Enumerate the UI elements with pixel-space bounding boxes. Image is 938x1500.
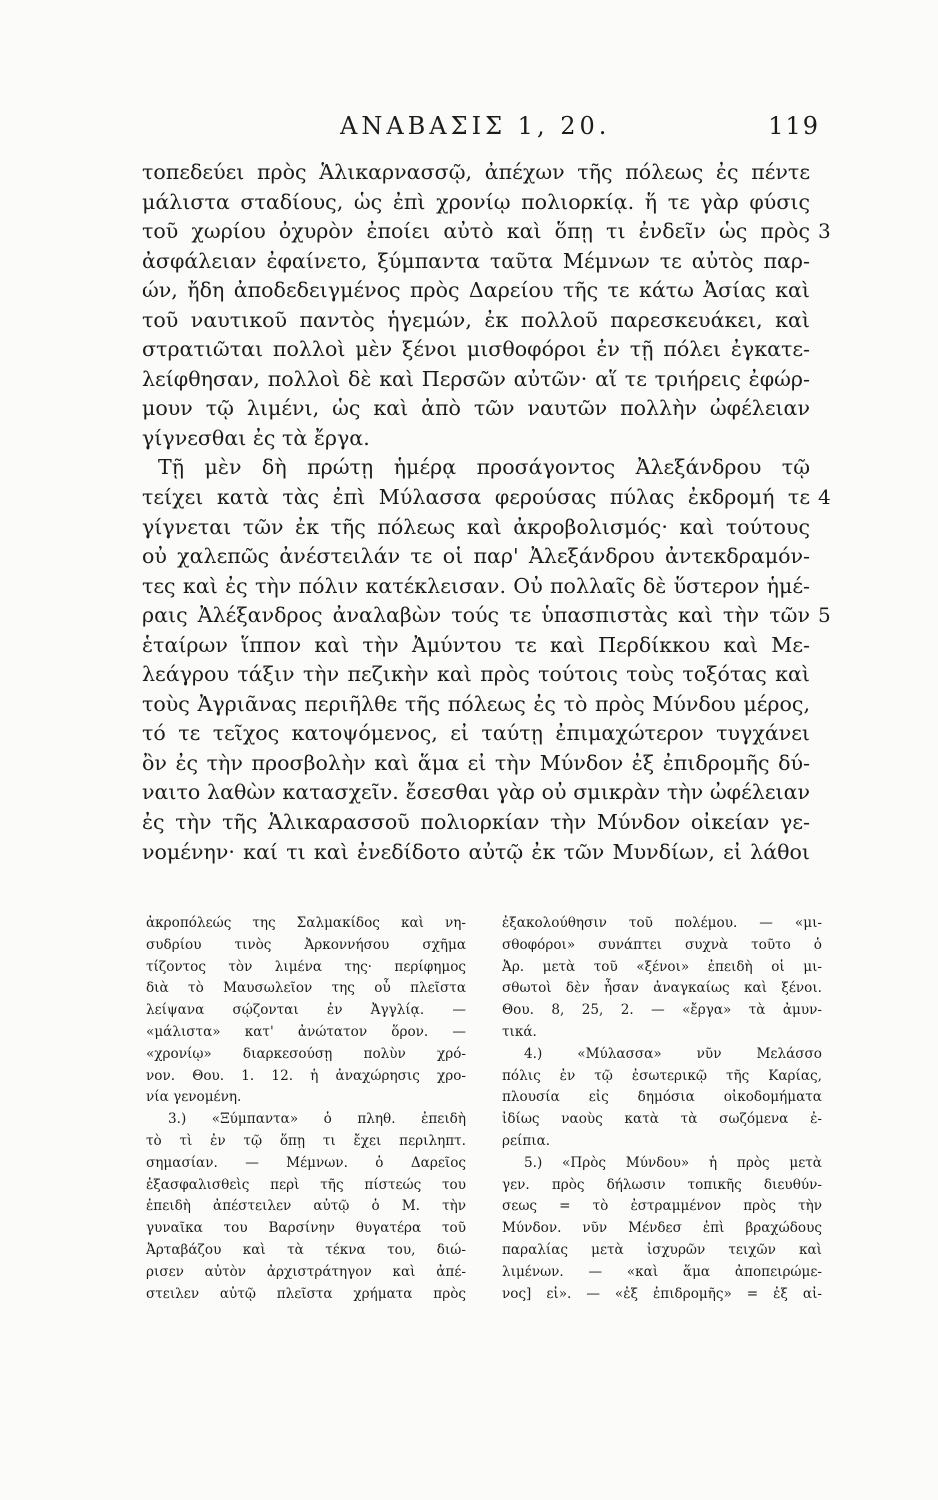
note-line: τικά.	[502, 1023, 537, 1040]
footnotes-left-column	[146, 913, 466, 1305]
text-line: οὐ χαλεπῶς ἀνέστειλάν τε οἱ παρ' Ἀλεξάνδρου ἀντεκδραμόν-	[142, 544, 810, 569]
text-line: λείφθησαν, πολλοὶ δὲ καὶ Περσῶν αὐτῶν· αἵ τε τριήρεις ἐφώρ-	[142, 366, 810, 391]
page-number: 119	[768, 112, 820, 140]
main-text	[142, 158, 831, 867]
text-line: μουν τῷ λιμένι, ὡς καὶ ἀπὸ τῶν ναυτῶν πολλὴν ὠφέλειαν	[142, 396, 810, 421]
note-line: Ἀρταβάζου καὶ τὰ τέκνα του, διώ-	[146, 1241, 466, 1258]
note-line: νος] εἰ». — «ἐξ ἐπιδρομῆς» = ἐξ αἰ-	[502, 1285, 822, 1302]
text-line: τες καὶ ἐς τὴν πόλιν κατέκλεισαν. Οὐ πολλαῖς δὲ ὕστερον ἡμέ-	[142, 573, 810, 598]
note-line: ἰδίως ναοὺς κατὰ τὰ σωζόμενα ἐ-	[502, 1111, 822, 1128]
note-line: «χρονίῳ» διαρκεσούσῃ πολὺν χρό-	[146, 1045, 466, 1062]
text-line: ὂν ἐς τὴν προσβολὴν καὶ ἅμα εἰ τὴν Μύνδον ἐξ ἐπιδρομῆς δύ-	[142, 750, 810, 775]
note-line: ρισεν αὐτὸν ἀρχιστράτηγον καὶ ἀπέ-	[146, 1263, 466, 1280]
note-line: 4.) «Μύλασσα» νῦν Μελάσσο	[524, 1045, 822, 1062]
note-line: νον. Θου. 1. 12. ἡ ἀναχώρησις χρο-	[146, 1067, 466, 1084]
note-line: παραλίας μετὰ ἰσχυρῶν τειχῶν καὶ	[502, 1241, 822, 1258]
text-line: τείχει κατὰ τὰς ἐπὶ Μύλασσα φερούσας πύλας ἐκδρομή τε	[142, 485, 810, 510]
text-line: ἐς τὴν τῆς Ἁλικαρασσοῦ πολιορκίαν τὴν Μύνδον οἰκείαν γε-	[142, 810, 810, 835]
note-line: τίζοντος τὸν λιμένα της· περίφημος	[146, 958, 466, 975]
text-line: τοῦ ναυτικοῦ παντὸς ἡγεμών, ἐκ πολλοῦ παρεσκευάκει, καὶ	[142, 307, 810, 332]
footnotes-right-column	[502, 913, 822, 1305]
running-title: ΑΝΑΒΑΣΙΣ 1, 20.	[340, 112, 611, 140]
text-line: γίγνεσθαι ἐς τὰ ἔργα.	[142, 425, 370, 450]
text-line: ἀσφάλειαν ἐφαίνετο, ξύμπαντα ταῦτα Μέμνων τε αὐτὸς παρ-	[142, 248, 810, 273]
text-line: γίγνεται τῶν ἐκ τῆς πόλεως καὶ ἀκροβολισμός· καὶ τούτους	[142, 514, 810, 539]
note-line: τὸ τὶ ἐν τῷ ὅπῃ τι ἔχει περιληπτ.	[146, 1132, 466, 1149]
note-line: γυναῖκα του Βαρσίνην θυγατέρα τοῦ	[146, 1220, 466, 1237]
note-line: νία γενομένη.	[146, 1089, 242, 1106]
text-line: λεάγρου τάξιν τὴν πεζικὴν καὶ πρὸς τούτοις τοὺς τοξότας καὶ	[142, 662, 810, 687]
note-line: Ἀρ. μετὰ τοῦ «ξένοι» ἐπειδὴ οἱ μι-	[502, 958, 822, 975]
text-line: τοὺς Ἀγριᾶνας περιῆλθε τῆς πόλεως ἐς τὸ πρὸς Μύνδου μέρος,	[142, 691, 810, 716]
text-line: τό τε τεῖχος κατοψόμενος, εἰ ταύτῃ ἐπιμαχώτερον τυγχάνει	[142, 721, 810, 746]
note-line: πόλις ἐν τῷ ἐσωτερικῷ τῆς Καρίας,	[502, 1067, 822, 1084]
text-line: ραις Ἀλέξανδρος ἀναλαβὼν τούς τε ὑπασπιστὰς καὶ τὴν τῶν	[142, 603, 810, 628]
section-number-5: 5	[818, 603, 831, 627]
note-line: γεν. πρὸς δήλωσιν τοπικῆς διευθύν-	[502, 1176, 822, 1193]
note-line: σθοφόροι» συνάπτει συχνὰ τοῦτο ὁ	[502, 936, 822, 953]
note-line: συδρίου τινὸς Ἀρκοννήσου σχῆμα	[146, 936, 466, 953]
text-line: Τῇ μὲν δὴ πρώτῃ ἡμέρᾳ προσάγοντος Ἀλεξάνδρου τῷ	[158, 455, 810, 480]
note-line: «μάλιστα» κατ' ἀνώτατον ὅρον. —	[146, 1023, 466, 1040]
section-number-4: 4	[818, 485, 831, 509]
note-line: πλουσία εἰς δημόσια οἰκοδομήματα	[502, 1089, 822, 1106]
note-line: ρείπια.	[502, 1132, 551, 1149]
note-line: διὰ τὸ Μαυσωλεῖον της οὗ πλεῖστα	[146, 980, 466, 997]
running-head	[150, 112, 820, 148]
note-line: ἐξασφαλισθεὶς περὶ τῆς πίστεώς του	[146, 1176, 466, 1193]
text-line: ἑταίρων ἵππον καὶ τὴν Ἀμύντου τε καὶ Περδίκκου καὶ Με-	[142, 632, 810, 657]
text-line: τοπεδεύει πρὸς Ἁλικαρνασσῷ, ἀπέχων τῆς πόλεως ἐς πέντε	[142, 160, 810, 184]
note-line: λείψανα σῴζονται ἐν Ἀγγλίᾳ. —	[146, 1002, 466, 1019]
text-line: στρατιῶται πολλοὶ μὲν ξένοι μισθοφόροι ἐν τῇ πόλει ἐγκατε-	[142, 337, 810, 362]
note-line: σεως = τὸ ἐστραμμένον πρὸς τὴν	[502, 1198, 822, 1215]
text-line: ών, ἤδη ἀποδεδειγμένος πρὸς Δαρείου τῆς τε κάτω Ἀσίας καὶ	[142, 278, 810, 303]
note-line: Μύνδον. νῦν Μένδεσ ἐπὶ βραχώδους	[502, 1220, 822, 1237]
note-line: ἀκροπόλεώς της Σαλμακίδος καὶ νη-	[146, 915, 466, 931]
note-line: σθωτοὶ δὲν ἦσαν ἀναγκαίως καὶ ξένοι.	[502, 980, 822, 997]
text-line: ναιτο λαθὼν κατασχεῖν. ἔσεσθαι γὰρ οὐ σμικρὰν τὴν ὠφέλειαν	[142, 780, 810, 805]
section-number-3: 3	[818, 219, 831, 243]
note-line: λιμένων. — «καὶ ἅμα ἀποπειρώμε-	[502, 1263, 822, 1280]
note-line: 5.) «Πρὸς Μύνδου» ἡ πρὸς μετὰ	[524, 1154, 822, 1171]
note-line: ἐπειδὴ ἀπέστειλεν αὐτῷ ὁ Μ. τὴν	[146, 1198, 466, 1215]
note-line: ἐξακολούθησιν τοῦ πολέμου. — «μι-	[502, 915, 822, 931]
text-line	[142, 188, 810, 218]
note-line: 3.) «Ξύμπαντα» ὁ πληθ. ἐπειδὴ	[168, 1111, 466, 1128]
text-line: τοῦ χωρίου ὀχυρὸν ἐποίει αὐτὸ καὶ ὅπῃ τι ἐνδεῖν ὡς πρὸς	[142, 219, 810, 244]
note-line: σημασίαν. — Μέμνων. ὁ Δαρεῖος	[146, 1154, 466, 1171]
note-line: στειλεν αὐτῷ πλεῖστα χρήματα πρὸς	[146, 1285, 466, 1302]
text-line-content: μάλιστα σταδίους, ὡς ἐπὶ χρονίῳ πολιορκίᾳ. ἥ τε γὰρ φύσις	[142, 189, 810, 214]
note-line: Θου. 8, 25, 2. — «ἔργα» τὰ ἀμυν-	[502, 1002, 822, 1019]
text-line: νομένην· καί τι καὶ ἐνεδίδοτο αὐτῷ ἐκ τῶν Μυνδίων, εἰ λάθοι	[142, 839, 810, 864]
